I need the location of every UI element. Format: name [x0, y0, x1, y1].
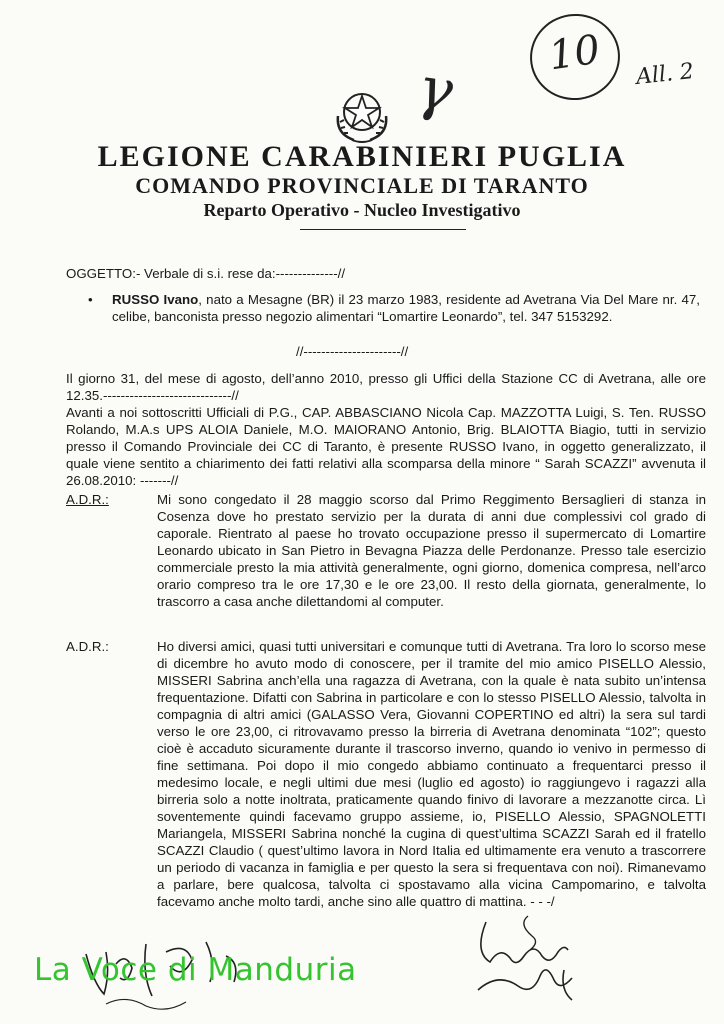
handwritten-page-number: 10	[546, 26, 603, 80]
person-text	[112, 291, 700, 325]
person-bullet: •	[88, 292, 93, 307]
adr-answer-2: Ho diversi amici, quasi tutti universitari e comunque tutti di Avetrana. Tra loro lo scorso mese di dicembre ho avuto modo di conoscere, per il tramite del mio amico PISELLO Alessio, MISSERI Sabrina anch’ella una ragazza di Avetrana, con la quale è nata subito un’intensa frequentazione. Difatti con Sabrina in particolare e con lo stesso PISELLO Alessio, talvolta in compagnia di altri amici (GALASSO Vera, Giovanni COPERTINO ed altri) la sera sul tardi verso le ore 23,00, ci ritrovavamo presso la birreria di Avetrana denominata “102”; questo cioè è accaduto sicuramente durante il trascorso inverno, quando io venivo in permesso di fine settimana. Poi dopo il mio congedo abbiamo continuato a frequentarci presso il medesimo locale, e negli ultimi due mesi (luglio ed agosto) io raggiungevo i ragazzi alla birreria solo a notte inoltrata, praticamente quando finivo di lavorare a mezzanotte circa. Lì soventemente quindi facevamo gruppo assieme, io, PISELLO Alessio, SPAGNOLETTI Mariangela, MISSERI Sabrina nonché la cugina di quest’ultima SCAZZI Sarah ed il fratello SCAZZI Claudio ( quest’ultimo lavora in Nord Italia ed ultimamente era venuto a trascorrere un periodo di vacanza in famiglia e per questo la sera si frequentava con noi). Rimanevamo a parlare, bere qualcosa, talvolta ci spostavamo alla vicina Campomarino, e talvolta facevamo anche molto tardi, anche sino alle quattro di mattina. - - -/	[157, 639, 706, 909]
person-name: RUSSO Ivano	[112, 292, 199, 307]
header-comando: COMANDO PROVINCIALE DI TARANTO	[135, 173, 589, 198]
watermark-la-voce-di-manduria: La Voce di Manduria	[34, 952, 357, 988]
italian-republic-emblem-icon	[330, 82, 394, 146]
adr-answer-1: Mi sono congedato il 28 maggio scorso dal Primo Reggimento Bersaglieri di stanza in Cosenza dove ho prestato servizio per la durata di anni due complessivi col grado di caporale. Rientrato al paese ho trovato occupazione presso il supermercato di Lomartire Leonardo ubicato in San Pietro in Bevagna Piazza delle Perdonanze. Presso tale esercizio commerciale presto la mia attività generalmente, ogni giorno, domenica compresa, nell’arco orario compreso tra le ore 17,30 e le ore 23,00. Il resto della giornata, generalmente, lo trascorro a casa anche dilettandomi al computer.	[157, 492, 706, 609]
separator: //----------------------//	[296, 344, 409, 359]
signature-right-icon	[468, 910, 588, 1010]
header-legione: LEGIONE CARABINIERI PUGLIA	[97, 140, 627, 173]
adr-label-2: A.D.R.:	[66, 639, 109, 654]
handwritten-mark: γ	[413, 52, 458, 126]
subject-line: OGGETTO:- Verbale di s.i. rese da:--------------//	[66, 266, 346, 281]
handwritten-attachment-ref: All. 2	[634, 59, 696, 90]
adr-label-1: A.D.R.:	[66, 492, 109, 507]
header-reparto: Reparto Operativo - Nucleo Investigativo	[203, 200, 521, 220]
person-details: , nato a Mesagne (BR) il 23 marzo 1983, residente ad Avetrana Via Del Mare nr. 47, celibe, banconista presso negozio alimentari “Lomartire Leonardo”, tel. 347 5153292.	[112, 292, 700, 324]
intro-paragraph: Il giorno 31, del mese di agosto, dell’anno 2010, presso gli Uffici della Stazione CC di Avetrana, alle ore 12.35.-----------------------------// Avanti a noi sottoscritti Ufficiali di P.G., CAP. ABBASCIANO Nicola Cap. MAZZOTTA Luigi, S. Ten. RUSSO Rolando, M.A.s UPS ALOIA Daniele, M.O. MAIORANO Antonio, Brig. BLAIOTTA Biagio, tutti in servizio presso il Comando Provinciale dei CC di Taranto, è presente RUSSO Ivano, in oggetto generalizzato, il quale viene sentito a chiarimento dei fatti relativi alla scomparsa della minore “ Sarah SCAZZI” avvenuta il 26.08.2010: -------//	[66, 371, 706, 488]
header-rule	[300, 229, 466, 230]
handwritten-page-number-circle	[524, 8, 625, 106]
person-block	[90, 291, 700, 325]
